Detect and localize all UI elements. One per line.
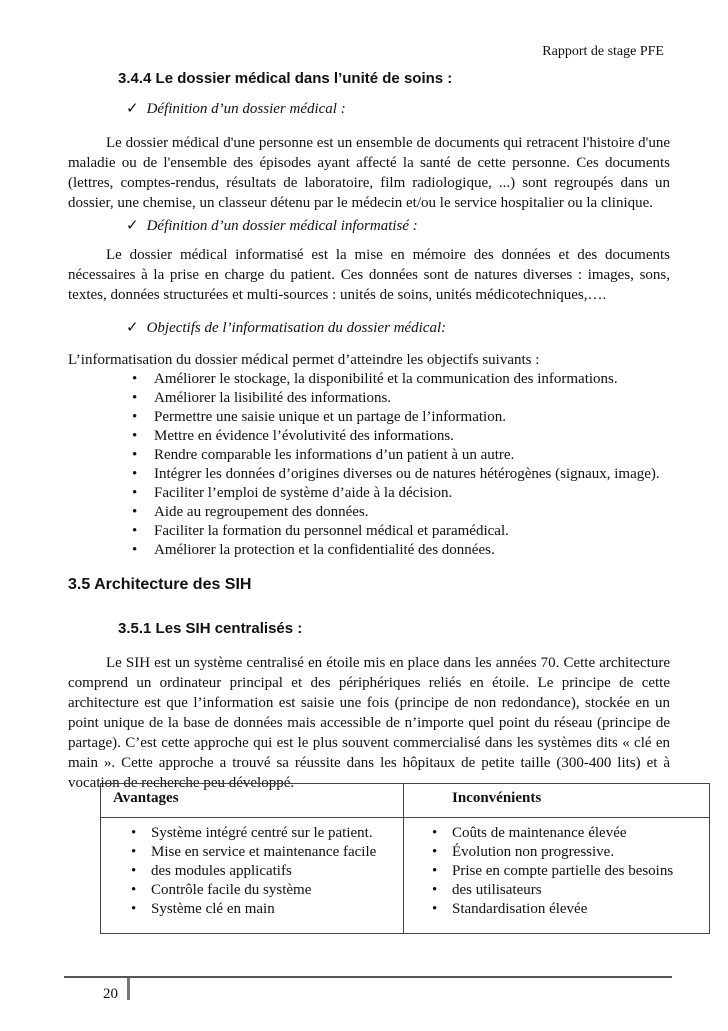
list-item: • Évolution non progressive. <box>426 843 709 862</box>
list-item: • Système clé en main <box>125 900 403 919</box>
objectives-list <box>130 370 660 560</box>
comparison-table <box>100 783 710 934</box>
section-35-title: 3.5 Architecture des SIH <box>68 576 252 593</box>
list-item: • Aide au regroupement des données. <box>130 503 660 522</box>
def1-title-text: Définition d’un dossier médical : <box>146 101 346 117</box>
list-item: • Améliorer la lisibilité des informations. <box>130 389 660 408</box>
obj-title-text: Objectifs de l’informatisation du dossier médical: <box>146 320 447 336</box>
table-row <box>101 818 710 934</box>
footer-divider <box>127 978 130 1000</box>
def2-title <box>126 216 418 235</box>
list-item: • Permettre une saisie unique et un partage de l’information. <box>130 408 660 427</box>
def2-text: Le dossier médical informatisé est la mise en mémoire des données et des documents nécessaires à la prise en charge du patient. Ces données sont de natures diverses : images, sons, textes, données structurées et multi-sources : unités de soins, unités médicotechniques,…. <box>68 247 670 303</box>
list-item: • des modules applicatifs <box>125 862 403 881</box>
section-344-title: 3.4.4 Le dossier médical dans l’unité de soins : <box>118 70 453 87</box>
obj-title <box>126 318 446 337</box>
def2-title-text: Définition d’un dossier médical informatisé : <box>146 218 418 234</box>
checkmark-icon: ✓ <box>126 101 139 117</box>
list-item: • Standardisation élevée <box>426 900 709 919</box>
def1-paragraph <box>68 133 670 213</box>
checkmark-icon: ✓ <box>126 218 139 234</box>
list-item: • Mise en service et maintenance facile <box>125 843 403 862</box>
list-item: • Système intégré centré sur le patient. <box>125 824 403 843</box>
running-header: Rapport de stage PFE <box>542 44 664 59</box>
def1-text: Le dossier médical d'une personne est un ensemble de documents qui retracent l'histoire d'une maladie ou de l'ensemble des épisodes ayant affecté la santé de cette personne. Ces documents (lettres, comptes-rendus, résultats de laboratoire, film radiologique, ...) sont regroupés dans un dossier, une chemise, un classeur détenu par le médecin et/ou le service hospitalier ou la clinique. <box>68 135 670 211</box>
list-item: • Rendre comparable les informations d’un patient à un autre. <box>130 446 660 465</box>
list-item: • Améliorer la protection et la confidentialité des données. <box>130 541 660 560</box>
list-item: • Faciliter l’emploi de système d’aide à la décision. <box>130 484 660 503</box>
list-item: • Contrôle facile du système <box>125 881 403 900</box>
avantages-header: Avantages <box>101 784 404 818</box>
def2-paragraph <box>68 245 670 305</box>
inconvenients-header: Inconvénients <box>404 784 710 818</box>
list-item: • Intégrer les données d’origines diverses ou de natures hétérogènes (signaux, image). <box>130 465 660 484</box>
list-item: • Coûts de maintenance élevée <box>426 824 709 843</box>
list-item: • Faciliter la formation du personnel médical et paramédical. <box>130 522 660 541</box>
avantages-cell <box>101 818 404 934</box>
def1-title <box>126 99 346 118</box>
inconvenients-cell <box>404 818 710 934</box>
table-header-row <box>101 784 710 818</box>
list-item: • des utilisateurs <box>426 881 709 900</box>
section-351-text: Le SIH est un système centralisé en étoile mis en place dans les années 70. Cette architecture comprend un ordinateur principal et des périphériques reliés en étoile. Le principe de cette architecture est que l’information est saisie une fois (principe de non redondance), stockée en un point unique de la base de données mais accessible de n’importe quel point du réseau (principe de partage). C’est cette approche qui est le plus souvent commercialisé dans les systèmes dits « clé en main ». Cette approche a trouvé sa réussite dans les hôpitaux de petite taille (300-400 lits) et à vocation de recherche peu développé. <box>68 655 670 791</box>
list-item: • Prise en compte partielle des besoins <box>426 862 709 881</box>
section-351-title: 3.5.1 Les SIH centralisés : <box>118 620 303 637</box>
list-item: • Améliorer le stockage, la disponibilité et la communication des informations. <box>130 370 660 389</box>
checkmark-icon: ✓ <box>126 320 139 336</box>
section-351-paragraph <box>68 653 670 793</box>
list-item: • Mettre en évidence l’évolutivité des informations. <box>130 427 660 446</box>
footer-rule <box>64 976 672 978</box>
obj-intro: L’informatisation du dossier médical permet d’atteindre les objectifs suivants : <box>68 352 540 368</box>
page-number: 20 <box>103 986 118 1002</box>
